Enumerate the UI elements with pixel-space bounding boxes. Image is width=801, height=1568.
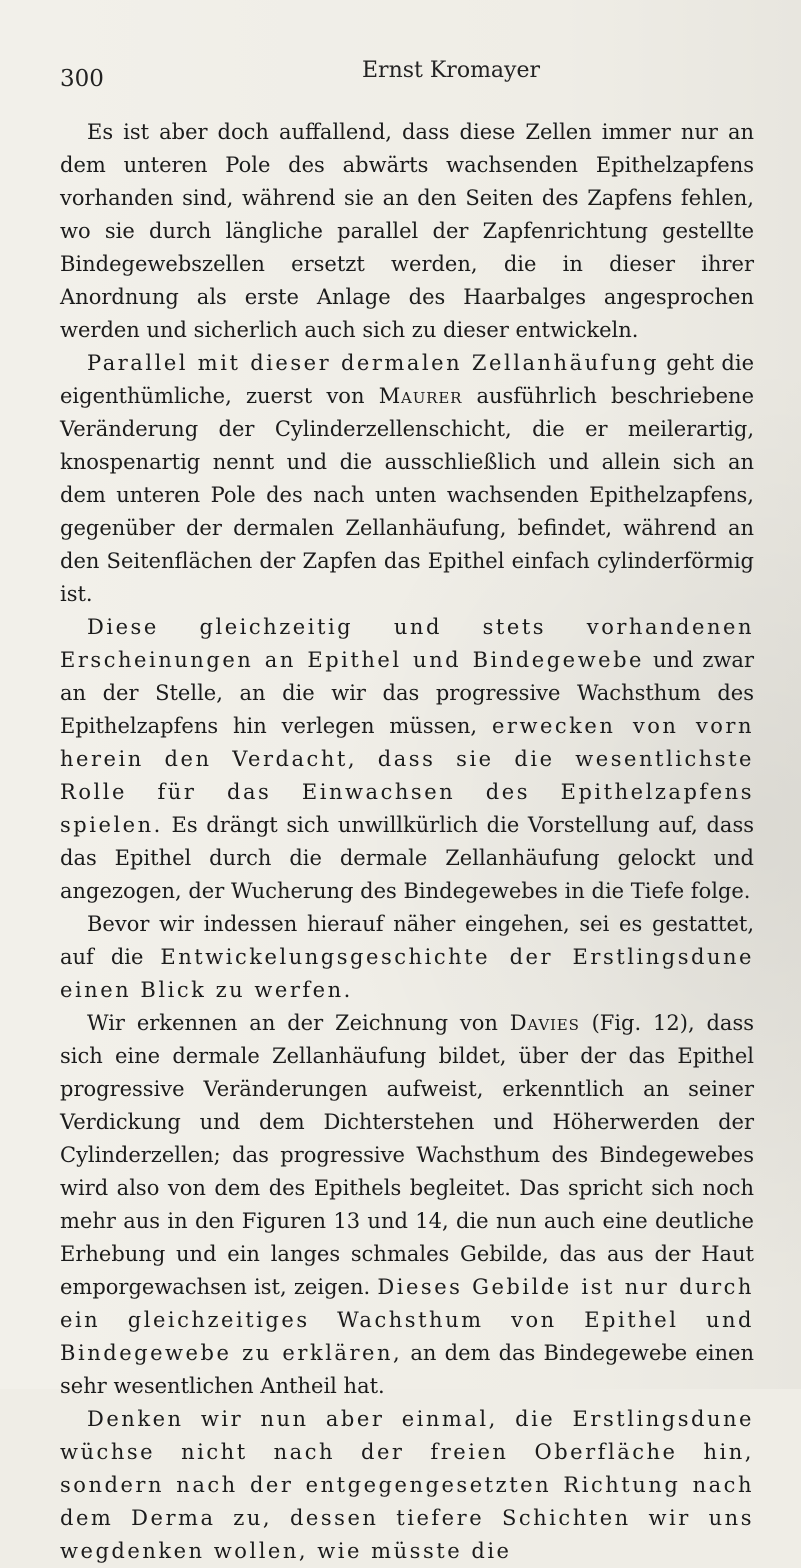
text-run: Es ist aber doch auffallend, dass diese Zellen immer nur an dem unteren Pole des abwärts wachsenden Epithelzapfens vorhanden sind, während sie an den Seiten des Zapfens fehlen, wo sie durch längliche parallel der Zapfenrichtung gestellte Bindegewebszellen ersetzt werden, die in dieser ihrer Anordnung als erste Anlage des Haarbalges angesprochen werden und sicherlich auch sich zu dieser entwickeln. xyxy=(60,120,754,342)
spaced-emphasis: Entwickelungsgeschichte der Erstlingsdune einen Blick zu werfen. xyxy=(60,945,754,1002)
paragraph xyxy=(60,908,754,1007)
text-run: (Fig. 12), dass sich eine dermale Zellanhäufung bildet, über der das Epithel progressive Veränderungen aufweist, erkenntlich an seiner Verdickung und dem Dichterstehen und Höherwerden der Cylinderzellen; das progressive Wachsthum des Bindegewebes wird also von dem des Epithels begleitet. Das spricht sich noch mehr aus in den Figuren 13 und 14, die nun auch eine deutliche Erhebung und ein langes schmales Gebilde, das aus der Haut emporgewachsen ist, zeigen. xyxy=(60,1011,754,1299)
spaced-emphasis: erwecken von vorn herein den Verdacht, dass sie die wesentlichste Rolle für das Einwachsen des Epithelzapfens spielen. xyxy=(60,714,754,837)
paragraph xyxy=(60,1007,754,1403)
text-run: Wir erkennen an der Zeichnung von xyxy=(87,1011,510,1035)
text-run: ausführlich beschriebene Veränderung der Cylinderzellenschicht, die er meilerartig, knospenartig nennt und die ausschließlich und allein sich an dem unteren Pole des nach unten wachsenden Epithelzapfens, gegenüber der dermalen Zellanhäufung, befindet, während an den Seitenflächen der Zapfen das Epithel einfach cylinderförmig ist. xyxy=(60,384,754,606)
text-run: und zwar an der Stelle, an die wir das progressive Wachsthum des Epithelzapfens hin verlegen müssen, xyxy=(60,648,754,738)
page-header xyxy=(60,58,750,90)
paragraph xyxy=(60,1403,754,1568)
spaced-emphasis: Diese gleichzeitig und stets vorhandenen Erscheinungen an Epithel und Bindegewebe xyxy=(60,615,754,672)
page-number: 300 xyxy=(60,66,104,92)
paragraph xyxy=(60,611,754,908)
running-head: Ernst Kromayer xyxy=(362,58,541,83)
spaced-emphasis: Dieses Gebilde ist nur durch ein gleichzeitiges Wachsthum von Epithel und Bindegewebe zu erklären, xyxy=(60,1275,754,1365)
text-run: Es drängt sich unwillkürlich die Vorstellung auf, dass das Epithel durch die dermale Zellanhäufung gelockt und angezogen, der Wucherung des Bindegewebes in die Tiefe folge. xyxy=(60,813,754,903)
text-run: geht die eigenthümliche, zuerst von xyxy=(60,351,755,408)
author-name: Davies xyxy=(509,1011,580,1035)
paragraph xyxy=(60,116,754,347)
paragraph xyxy=(60,347,754,611)
body-text xyxy=(60,116,754,1568)
text-run: Bevor wir indessen hierauf näher eingehen, sei es gestattet, auf die xyxy=(60,912,754,969)
spaced-emphasis: Denken wir nun aber einmal, die Erstlingsdune wüchse nicht nach der freien Oberfläche hin, sondern nach der entgegengesetzten Richtung nach dem Derma zu, dessen tiefere Schichten wir uns wegdenken wollen, wie müsste die xyxy=(60,1407,754,1563)
text-run: an dem das Bindegewebe einen sehr wesentlichen Antheil hat. xyxy=(60,1341,754,1398)
author-name: Maurer xyxy=(378,384,463,408)
spaced-emphasis: Parallel mit dieser dermalen Zellanhäufung xyxy=(87,351,660,375)
